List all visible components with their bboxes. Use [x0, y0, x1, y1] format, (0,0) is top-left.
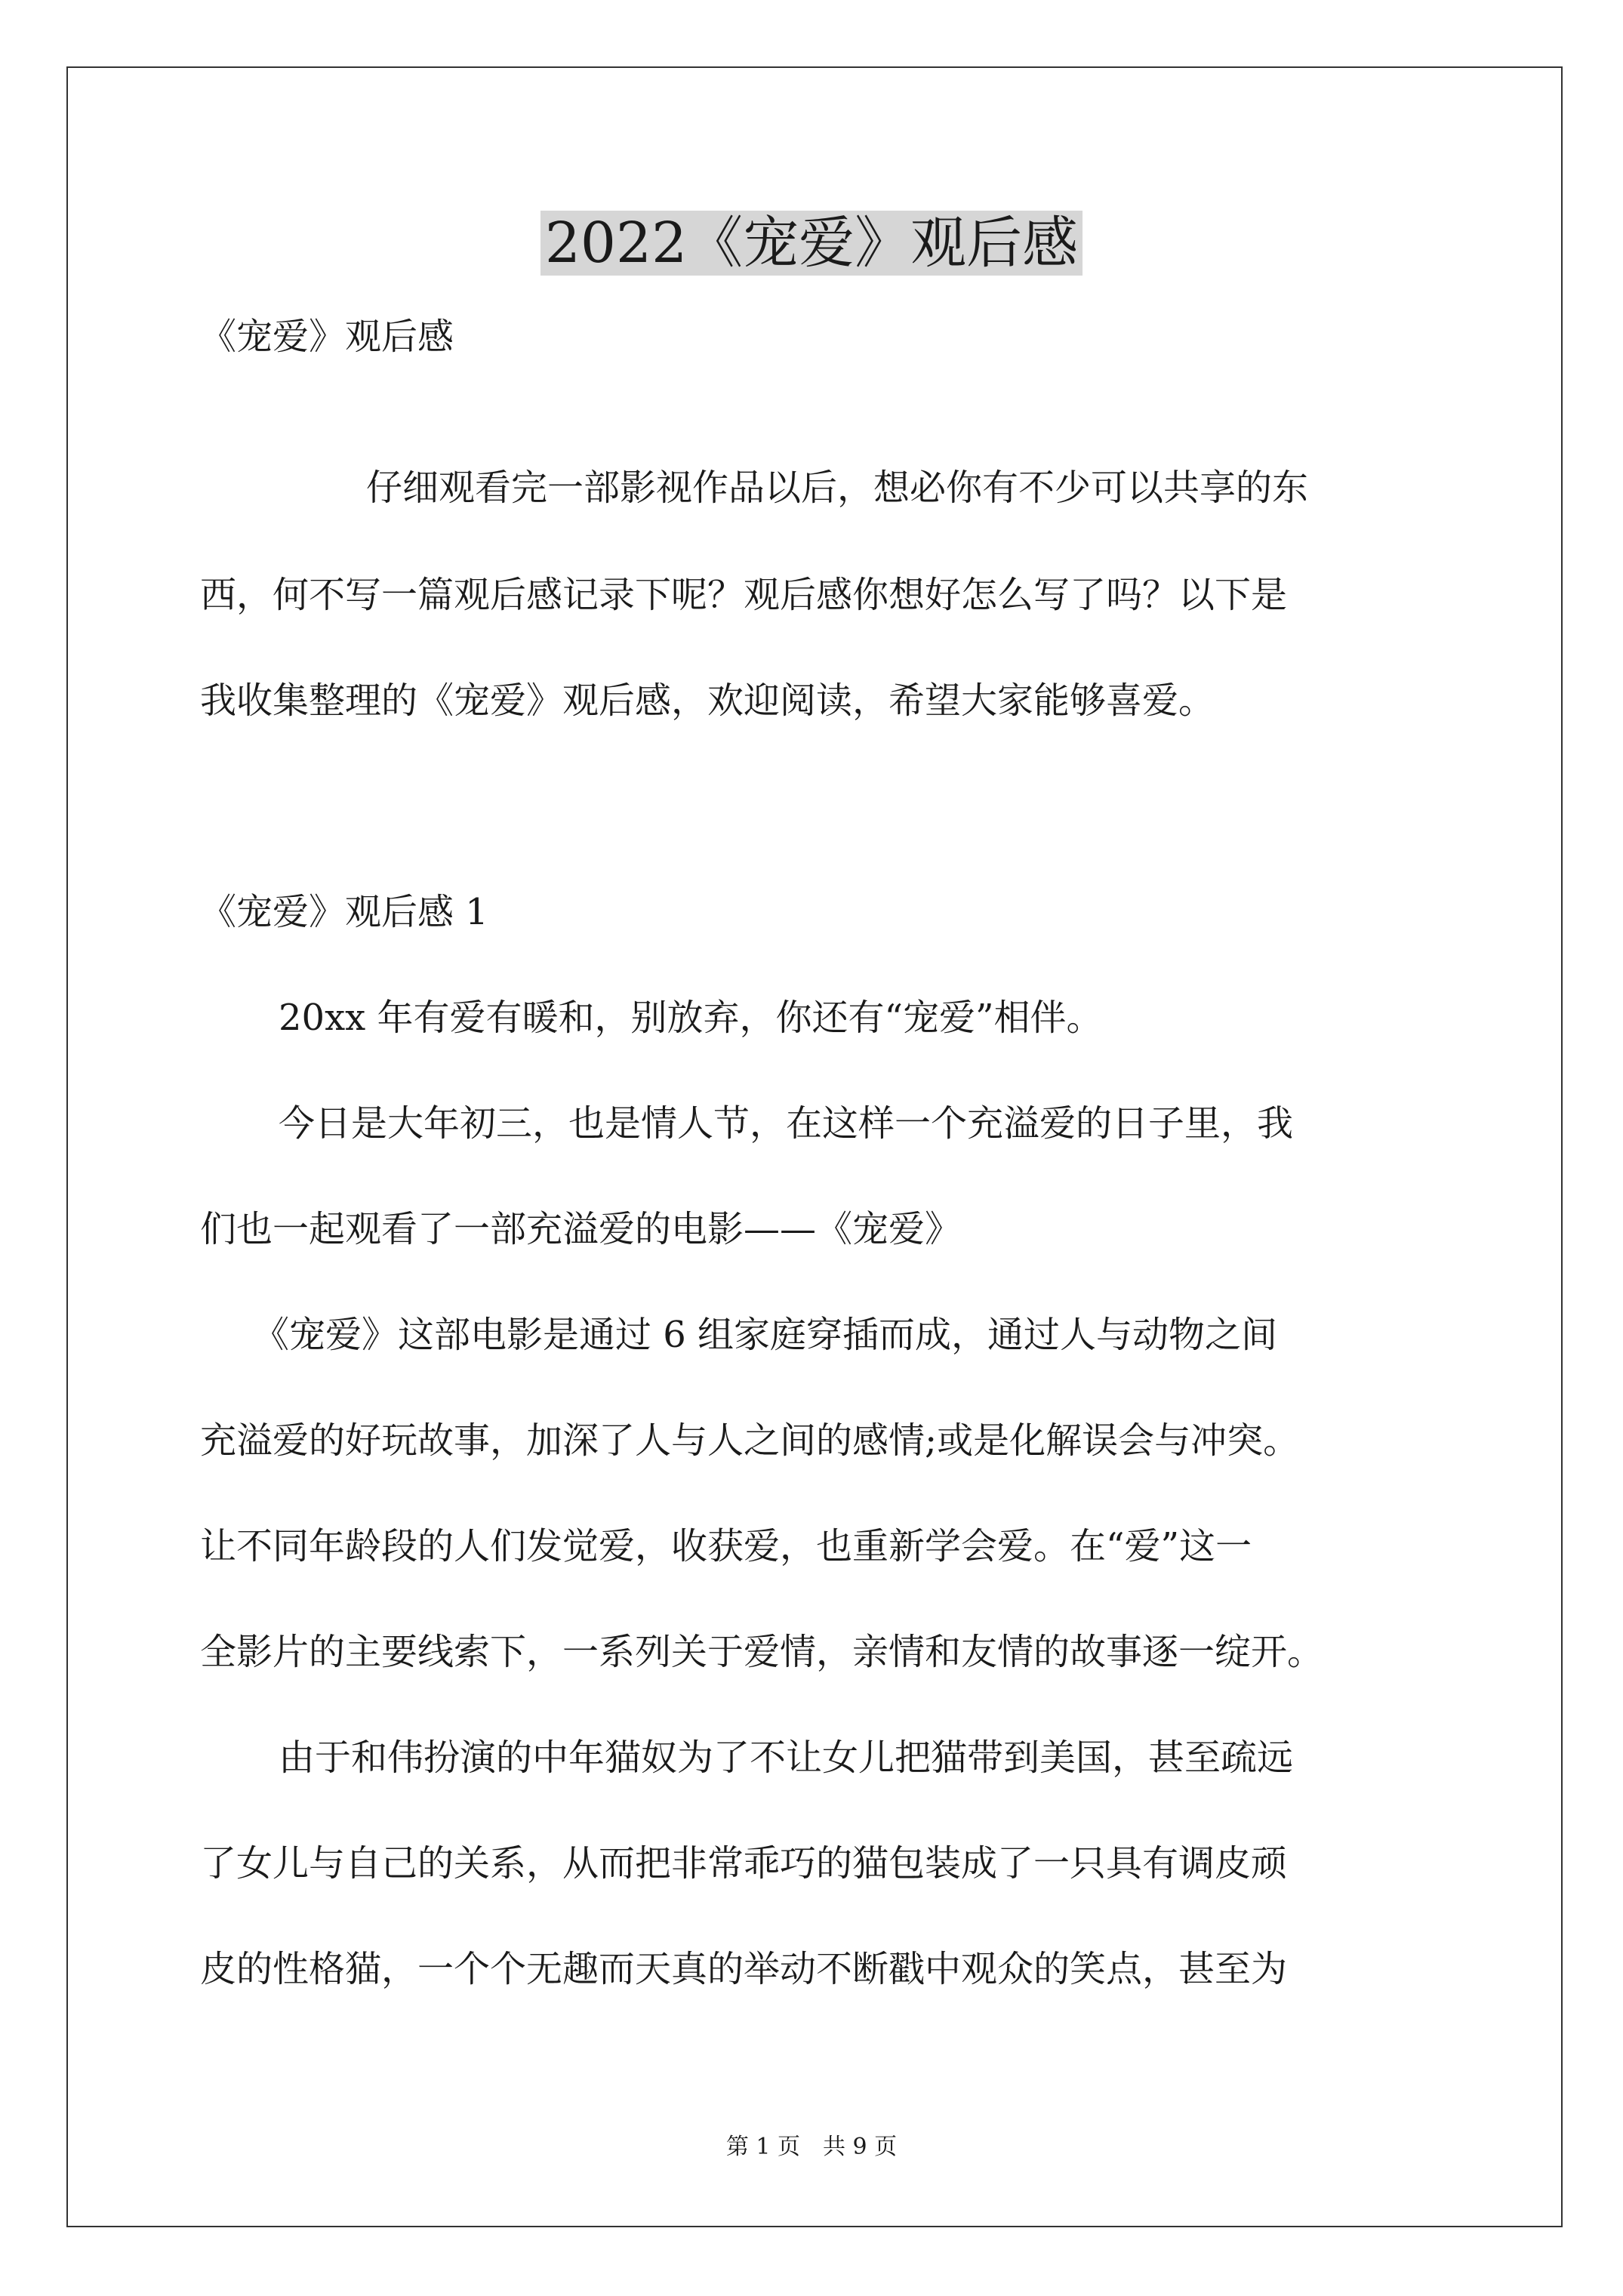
- intro-line: 我收集整理的《宠爱》观后感，欢迎阅读，希望大家能够喜爱。: [200, 680, 1215, 722]
- paragraph-line: 由于和伟扮演的中年猫奴为了不让女儿把猫带到美国，甚至疏远: [279, 1737, 1294, 1779]
- document-title-text: 2022《宠爱》观后感: [540, 211, 1083, 276]
- page-footer: 第 1 页 共 9 页: [725, 2134, 898, 2160]
- paragraph-line: 20xx 年有爱有暖和，别放弃，你还有“宠爱”相伴。: [279, 997, 1103, 1039]
- paragraph-line: 们也一起观看了一部充溢爱的电影——《宠爱》: [200, 1208, 962, 1250]
- paragraph-line: 《宠爱》这部电影是通过 6 组家庭穿插而成，通过人与动物之间: [253, 1314, 1278, 1356]
- paragraph-line: 今日是大年初三，也是情人节，在这样一个充溢爱的日子里，我: [279, 1102, 1294, 1145]
- subheading: 《宠爱》观后感: [200, 316, 454, 358]
- paragraph-line: 全影片的主要线索下，一系列关于爱情，亲情和友情的故事逐一绽开。: [200, 1631, 1324, 1673]
- section-title: 《宠爱》观后感 1: [200, 891, 488, 933]
- intro-line: 仔细观看完一部影视作品以后，想必你有不少可以共享的东: [366, 467, 1309, 509]
- document-title: [0, 205, 1623, 281]
- paragraph-line: 了女儿与自己的关系，从而把非常乖巧的猫包装成了一只具有调皮顽: [200, 1842, 1288, 1885]
- paragraph-line: 充溢爱的好玩故事，加深了人与人之间的感情;或是化解误会与冲突。: [200, 1419, 1300, 1462]
- intro-line: 西，何不写一篇观后感记录下呢？观后感你想好怎么写了吗？以下是: [200, 574, 1288, 616]
- paragraph-line: 皮的性格猫，一个个无趣而天真的举动不断戳中观众的笑点，甚至为: [200, 1948, 1288, 1990]
- paragraph-line: 让不同年龄段的人们发觉爱，收获爱，也重新学会爱。在“爱”这一: [200, 1525, 1252, 1567]
